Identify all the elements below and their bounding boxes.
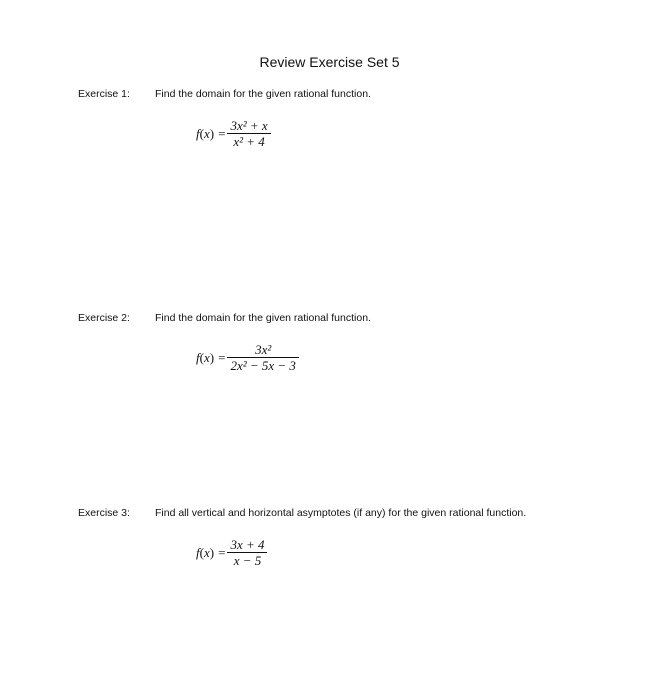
fraction [227,342,298,373]
equals-sign: = [218,349,226,365]
numerator: 3x² + x [230,118,268,133]
exercise-1-formula [196,118,271,149]
exercise-1-label: Exercise 1: [78,88,130,100]
exercise-3-label: Exercise 3: [78,507,130,519]
exercise-3-instruction: Find all vertical and horizontal asymptotes (if any) for the given rational function. [155,507,527,519]
numerator: 3x² [255,342,272,357]
page-title: Review Exercise Set 5 [259,54,400,70]
denominator: 2x² − 5x − 3 [230,358,296,373]
fraction [227,118,270,149]
numerator: 3x + 4 [230,537,265,552]
fraction [227,537,267,568]
function-label: f(x) [196,544,215,560]
function-label: f(x) [196,349,215,365]
exercise-3-formula [196,537,267,568]
exercise-2-formula [196,342,299,373]
exercise-2-label: Exercise 2: [78,312,130,324]
exercise-2-instruction: Find the domain for the given rational function. [155,312,371,324]
denominator: x² + 4 [233,134,265,149]
exercise-1-instruction: Find the domain for the given rational function. [155,88,371,100]
denominator: x − 5 [233,553,262,568]
equals-sign: = [218,544,226,560]
equals-sign: = [218,125,226,141]
function-label: f(x) [196,125,215,141]
